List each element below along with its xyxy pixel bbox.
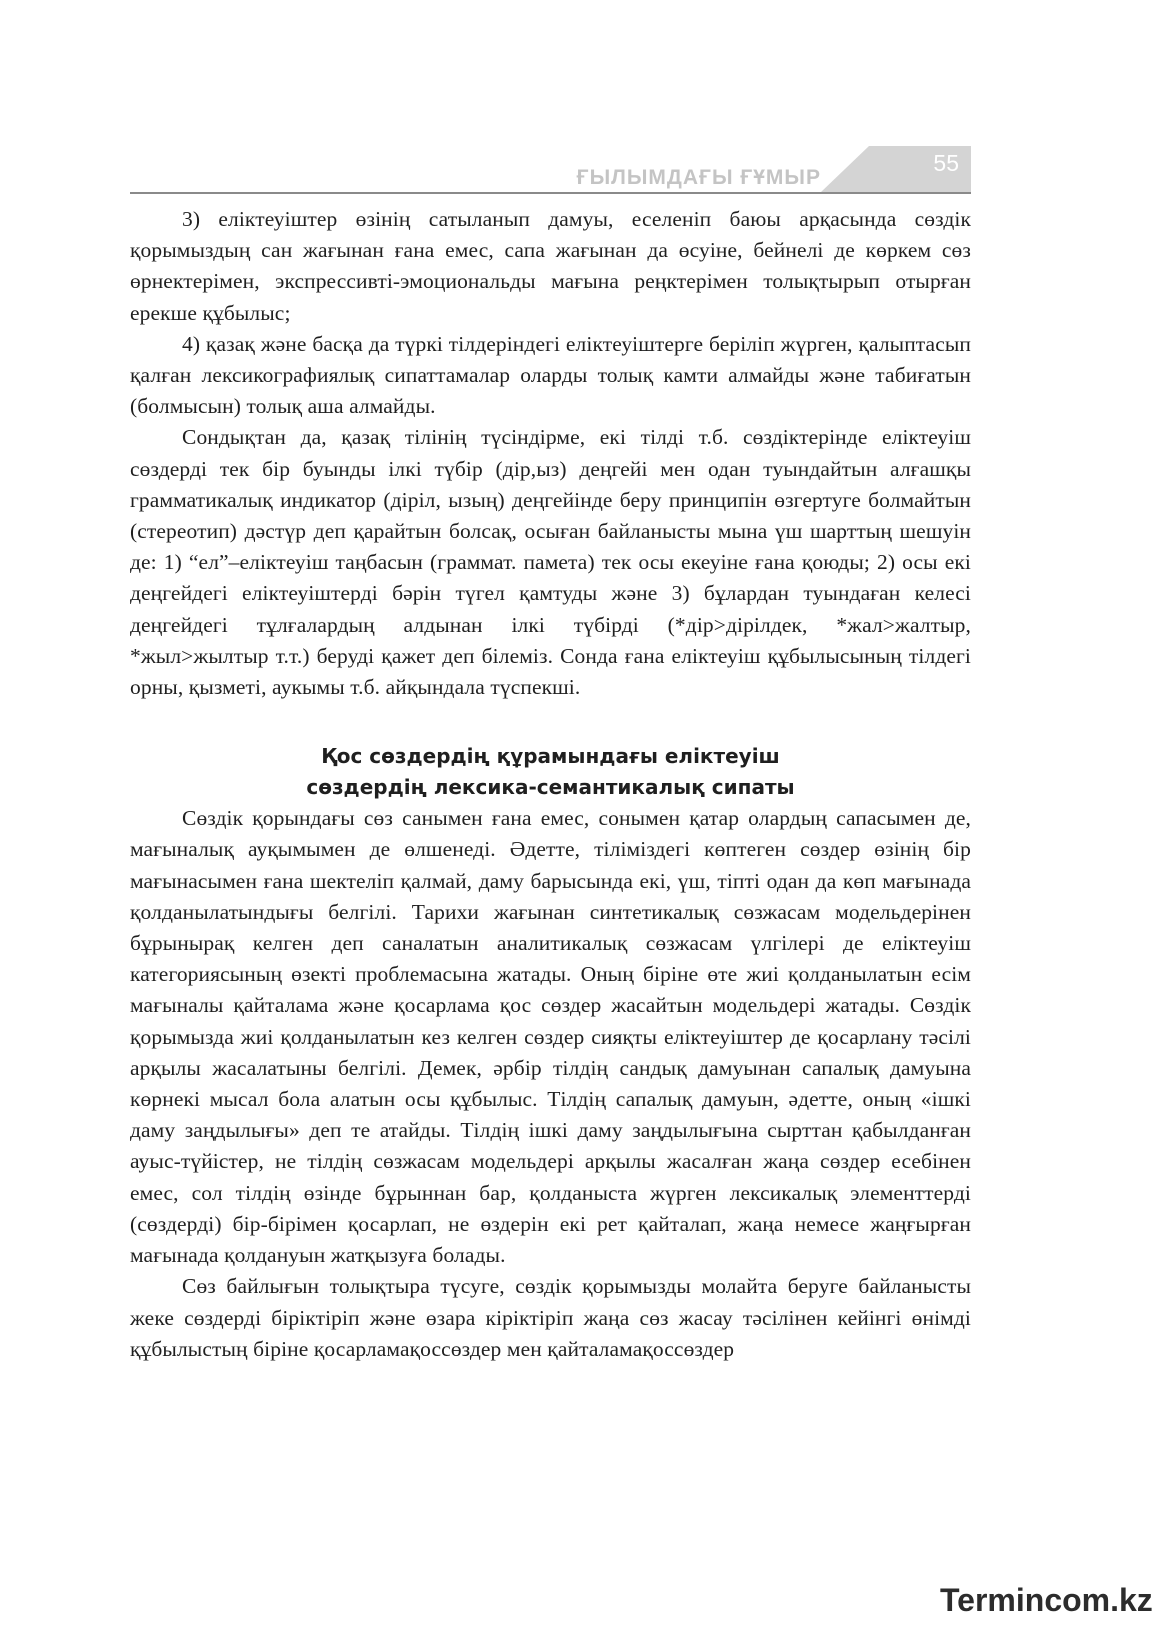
section-paragraph-2: Сөз байлығын толықтыра түсуге, сөздік қорымызды молайта беруге байланысты жеке сөздерді біріктіріп және өзара кіріктіріп жаңа сөз жасау тәсілінен кейінгі өнімді құбылыстың біріне қосарламақоссөздер мен қайталамақоссөздер xyxy=(130,1274,971,1361)
logo-text: Termincom.kz xyxy=(940,1582,1153,1618)
header-rule xyxy=(130,192,971,194)
page-number-tab xyxy=(821,146,971,192)
section-paragraph-1: Сөздік қорындағы сөз санымен ғана емес, сонымен қатар олардың сапасымен де, мағыналық ауқымымен де өлшенеді. Әдетте, тіліміздегі көптеген сөздер өзінің бір мағынасымен ғана шектеліп қалмай, даму барысында екі, үш, тіпті одан да көп мағынада қолданылатындығы белгілі. Тарихи жағынан синтетикалық сөзжасам модельдерінен бұрынырақ келген деп саналатын аналитикалық сөзжасам үлгілері де еліктеуіш категориясының өзекті проблемасына жатады. Оның біріне өте жиі қолданылатын есім мағыналы қайталама және қосарлама қос сөздер жасайтын модельдері жатады. Сөздік қорымызда жиі қолданылатын кез келген сөздер сияқты еліктеуіштер де қосарлану тәсілі арқылы жасалатыны белгілі. Демек, әрбір тілдің сандық дамуынан сапалық дамуына көрнекі мысал бола алатын осы құбылыс. Тілдің сапалық дамуын, әдетте, оның «ішкі даму заңдылығы» деп те атайды. Тілдің ішкі даму заңдылығына сырттан қабылданған ауыс-түйістер, не тілдің сөзжасам модельдері арқылы жасалған жаңа сөздер есебінен емес, сол тілдің өзінде бұрыннан бар, қолданыста жүрген лексикалық элементтерді (сөздерді) бір-бірімен қосарлап, не өздерін екі рет қайталап, жаңа немесе жаңғырған мағынада қолдануын жатқызуға болады. xyxy=(130,806,971,1268)
section-heading-line-1: Қос сөздердің құрамындағы еліктеуіш xyxy=(321,744,780,769)
section-heading xyxy=(130,741,971,803)
running-header xyxy=(130,146,971,194)
page-body xyxy=(130,204,971,1365)
running-header-title: ҒЫЛЫМДАҒЫ ҒҰМЫР xyxy=(576,166,821,189)
paragraph-conclusion: Сондықтан да, қазақ тілінің түсіндірме, екі тілді т.б. сөздіктерінде еліктеуіш сөздерді тек бір буынды ілкі түбір (дір,ыз) деңгейі мен одан туындайтын алғашқы грамматикалық индикатор (діріл, ызың) деңгейінде беру принципін өзгертуге болмайтын (стереотип) дәстүр деп қарайтын болсақ, осыған байланысты мына үш шарттың шешуін де: 1) “ел”–еліктеуіш таңбасын (граммат. памета) тек осы екеуіне ғана қоюды; 2) осы екі деңгейдегі еліктеуіштерді бәрін түгел қамтуды және 3) бұлардан туындаған келесі деңгейдегі тұлғалардың алдынан ілкі түбірді (*дір>дірілдек, *жал>жалтыр, *жыл>жылтыр т.т.) беруді қажет деп білеміз. Сонда ғана еліктеуіш құбылысының тілдегі орны, қызметі, аукымы т.б. айқындала түспекші. xyxy=(130,425,971,700)
section-heading-line-2: сөздердің лексика-семантикалық сипаты xyxy=(306,775,795,800)
termincom-logo xyxy=(940,1582,1153,1619)
page-number: 55 xyxy=(933,150,959,176)
paragraph-item-4: 4) қазақ және басқа да түркі тілдеріндегі еліктеуіштерге беріліп жүрген, қалыптасып қалған лексикографиялық сипаттамалар оларды толық камти алмайды және табиғатын (болмысын) толық аша алмайды. xyxy=(130,331,971,419)
paragraph-item-3: 3) еліктеуіштер өзінің сатыланып дамуы, еселеніп баюы арқасында сөздік қорымыздың сан жағынан ғана емес, сапа жағынан да өсуіне, бейнелі де көркем сөз өрнектерімен, экспрессивті-эмоциональды мағына реңктерімен толықтырып отырған ерекше құбылыс; xyxy=(130,207,971,325)
